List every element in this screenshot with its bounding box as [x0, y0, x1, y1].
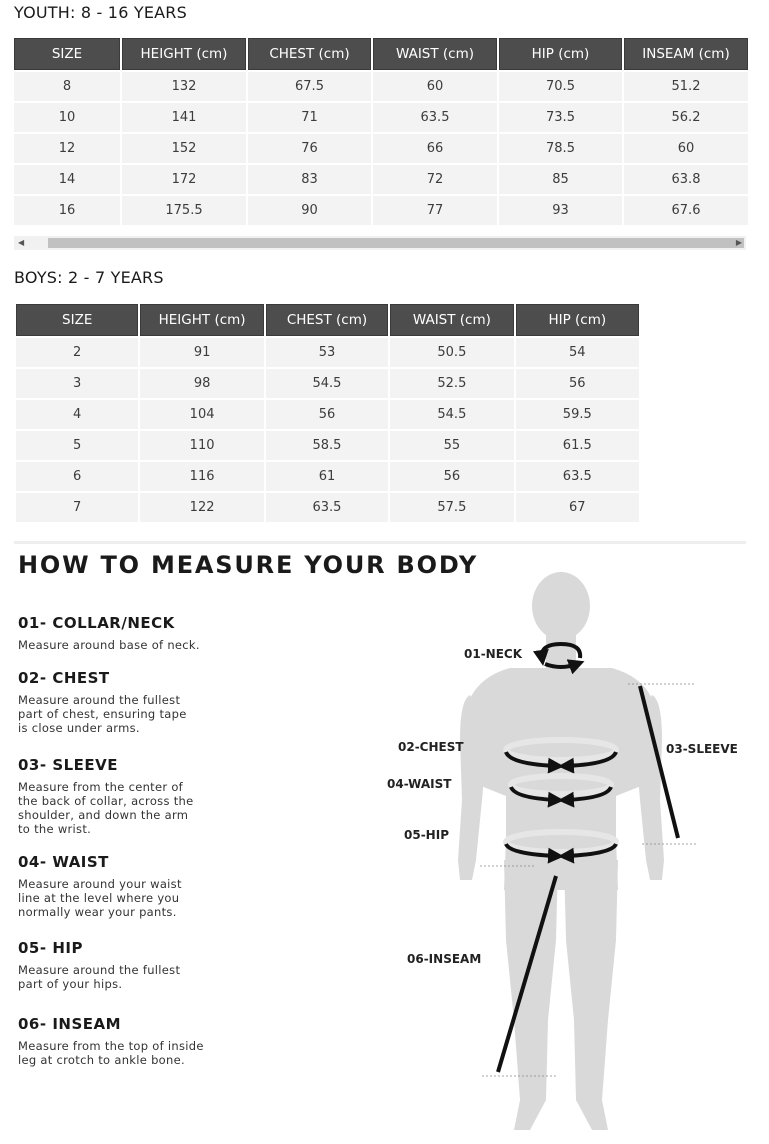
table-row: [14, 165, 748, 194]
description-line: Measure around the fullest: [18, 963, 181, 977]
table-cell: 59.5: [516, 400, 639, 429]
table-cell: 175.5: [122, 196, 246, 225]
table-cell: 71: [248, 103, 371, 132]
section-divider: [14, 541, 746, 544]
measure-step-description: [18, 638, 248, 652]
table-cell: 56: [516, 369, 639, 398]
table-row: [14, 134, 748, 163]
table-row: [16, 369, 639, 398]
table-cell: 70.5: [499, 72, 622, 101]
boys-size-table: [14, 302, 641, 524]
table-cell: 7: [16, 493, 138, 522]
scrollbar-thumb[interactable]: [48, 238, 744, 248]
measure-step: [18, 1015, 248, 1067]
table-cell: 104: [140, 400, 263, 429]
table-cell: 78.5: [499, 134, 622, 163]
table-cell: 63.5: [266, 493, 388, 522]
measure-step: [18, 614, 248, 652]
horizontal-scrollbar[interactable]: [14, 236, 746, 250]
description-line: to the wrist.: [18, 822, 92, 836]
measure-step: [18, 756, 248, 836]
table-cell: 66: [373, 134, 497, 163]
table-cell: 53: [266, 338, 388, 367]
column-header: WAIST (cm): [390, 304, 513, 336]
table-cell: 172: [122, 165, 246, 194]
table-row: [14, 72, 748, 101]
table-row: [16, 338, 639, 367]
youth-section-title: YOUTH: 8 - 16 YEARS: [14, 3, 187, 22]
column-header: HIP (cm): [516, 304, 639, 336]
description-line: leg at crotch to ankle bone.: [18, 1053, 185, 1067]
table-header-row: [16, 304, 639, 336]
table-row: [16, 431, 639, 460]
description-line: the back of collar, across the: [18, 794, 194, 808]
table-cell: 54: [516, 338, 639, 367]
measure-step-description: [18, 780, 248, 836]
table-cell: 10: [14, 103, 120, 132]
table-cell: 60: [624, 134, 748, 163]
table-cell: 98: [140, 369, 263, 398]
boys-section-title: BOYS: 2 - 7 YEARS: [14, 268, 164, 287]
table-header-row: [14, 38, 748, 70]
measure-step-heading: 05- HIP: [18, 939, 83, 957]
table-cell: 50.5: [390, 338, 513, 367]
table-row: [16, 400, 639, 429]
table-cell: 63.5: [516, 462, 639, 491]
table-cell: 58.5: [266, 431, 388, 460]
inseam-label: 06-INSEAM: [407, 952, 482, 966]
description-line: Measure around your waist: [18, 877, 182, 891]
table-cell: 91: [140, 338, 263, 367]
measure-step-description: [18, 693, 248, 735]
measure-step-description: [18, 1039, 248, 1067]
table-cell: 8: [14, 72, 120, 101]
table-row: [16, 493, 639, 522]
table-cell: 14: [14, 165, 120, 194]
table-cell: 56: [390, 462, 513, 491]
hip-label: 05-HIP: [404, 828, 449, 842]
description-line: normally wear your pants.: [18, 905, 177, 919]
measure-title: HOW TO MEASURE YOUR BODY: [18, 551, 479, 579]
measure-step-description: [18, 877, 248, 919]
measure-step-heading: 06- INSEAM: [18, 1015, 122, 1033]
table-cell: 6: [16, 462, 138, 491]
scroll-left-icon[interactable]: ◀: [18, 238, 25, 247]
table-cell: 52.5: [390, 369, 513, 398]
table-cell: 83: [248, 165, 371, 194]
table-cell: 110: [140, 431, 263, 460]
table-cell: 60: [373, 72, 497, 101]
table-cell: 54.5: [390, 400, 513, 429]
table-cell: 54.5: [266, 369, 388, 398]
measure-step-heading: 02- CHEST: [18, 669, 110, 687]
measure-step-heading: 01- COLLAR/NECK: [18, 614, 175, 632]
table-cell: 85: [499, 165, 622, 194]
measure-step-description: [18, 963, 248, 991]
table-cell: 93: [499, 196, 622, 225]
table-cell: 63.8: [624, 165, 748, 194]
measure-step-heading: 03- SLEEVE: [18, 756, 119, 774]
table-cell: 4: [16, 400, 138, 429]
description-line: Measure from the top of inside: [18, 1039, 204, 1053]
table-cell: 56.2: [624, 103, 748, 132]
measure-step: [18, 939, 248, 991]
table-cell: 2: [16, 338, 138, 367]
description-line: part of your hips.: [18, 977, 123, 991]
table-cell: 73.5: [499, 103, 622, 132]
table-cell: 152: [122, 134, 246, 163]
table-cell: 67.6: [624, 196, 748, 225]
table-cell: 51.2: [624, 72, 748, 101]
table-cell: 72: [373, 165, 497, 194]
description-line: is close under arms.: [18, 721, 140, 735]
description-line: line at the level where you: [18, 891, 180, 905]
table-cell: 77: [373, 196, 497, 225]
table-cell: 61: [266, 462, 388, 491]
table-cell: 63.5: [373, 103, 497, 132]
column-header: HEIGHT (cm): [122, 38, 246, 70]
column-header: CHEST (cm): [248, 38, 371, 70]
column-header: HIP (cm): [499, 38, 622, 70]
table-cell: 56: [266, 400, 388, 429]
description-line: Measure from the center of: [18, 780, 184, 794]
column-header: WAIST (cm): [373, 38, 497, 70]
scroll-right-icon[interactable]: ▶: [735, 238, 742, 247]
youth-size-table: [12, 36, 750, 227]
description-line: Measure around base of neck.: [18, 638, 200, 652]
description-line: part of chest, ensuring tape: [18, 707, 187, 721]
table-cell: 67.5: [248, 72, 371, 101]
table-cell: 12: [14, 134, 120, 163]
description-line: shoulder, and down the arm: [18, 808, 189, 822]
description-line: Measure around the fullest: [18, 693, 181, 707]
neck-label: 01-NECK: [464, 647, 523, 661]
table-row: [14, 103, 748, 132]
body-diagram: [380, 560, 765, 1140]
table-row: [14, 196, 748, 225]
table-cell: 57.5: [390, 493, 513, 522]
table-cell: 5: [16, 431, 138, 460]
column-header: HEIGHT (cm): [140, 304, 263, 336]
chest-label: 02-CHEST: [398, 740, 464, 754]
waist-label: 04-WAIST: [387, 777, 452, 791]
measure-step: [18, 853, 248, 919]
table-cell: 67: [516, 493, 639, 522]
table-cell: 55: [390, 431, 513, 460]
column-header: SIZE: [14, 38, 120, 70]
table-cell: 141: [122, 103, 246, 132]
table-cell: 61.5: [516, 431, 639, 460]
column-header: SIZE: [16, 304, 138, 336]
measure-step-heading: 04- WAIST: [18, 853, 109, 871]
column-header: INSEAM (cm): [624, 38, 748, 70]
table-cell: 132: [122, 72, 246, 101]
column-header: CHEST (cm): [266, 304, 388, 336]
table-cell: 116: [140, 462, 263, 491]
table-row: [16, 462, 639, 491]
table-cell: 16: [14, 196, 120, 225]
table-cell: 76: [248, 134, 371, 163]
sleeve-label: 03-SLEEVE: [666, 742, 738, 756]
table-cell: 3: [16, 369, 138, 398]
table-cell: 122: [140, 493, 263, 522]
table-cell: 90: [248, 196, 371, 225]
measure-step: [18, 669, 248, 735]
